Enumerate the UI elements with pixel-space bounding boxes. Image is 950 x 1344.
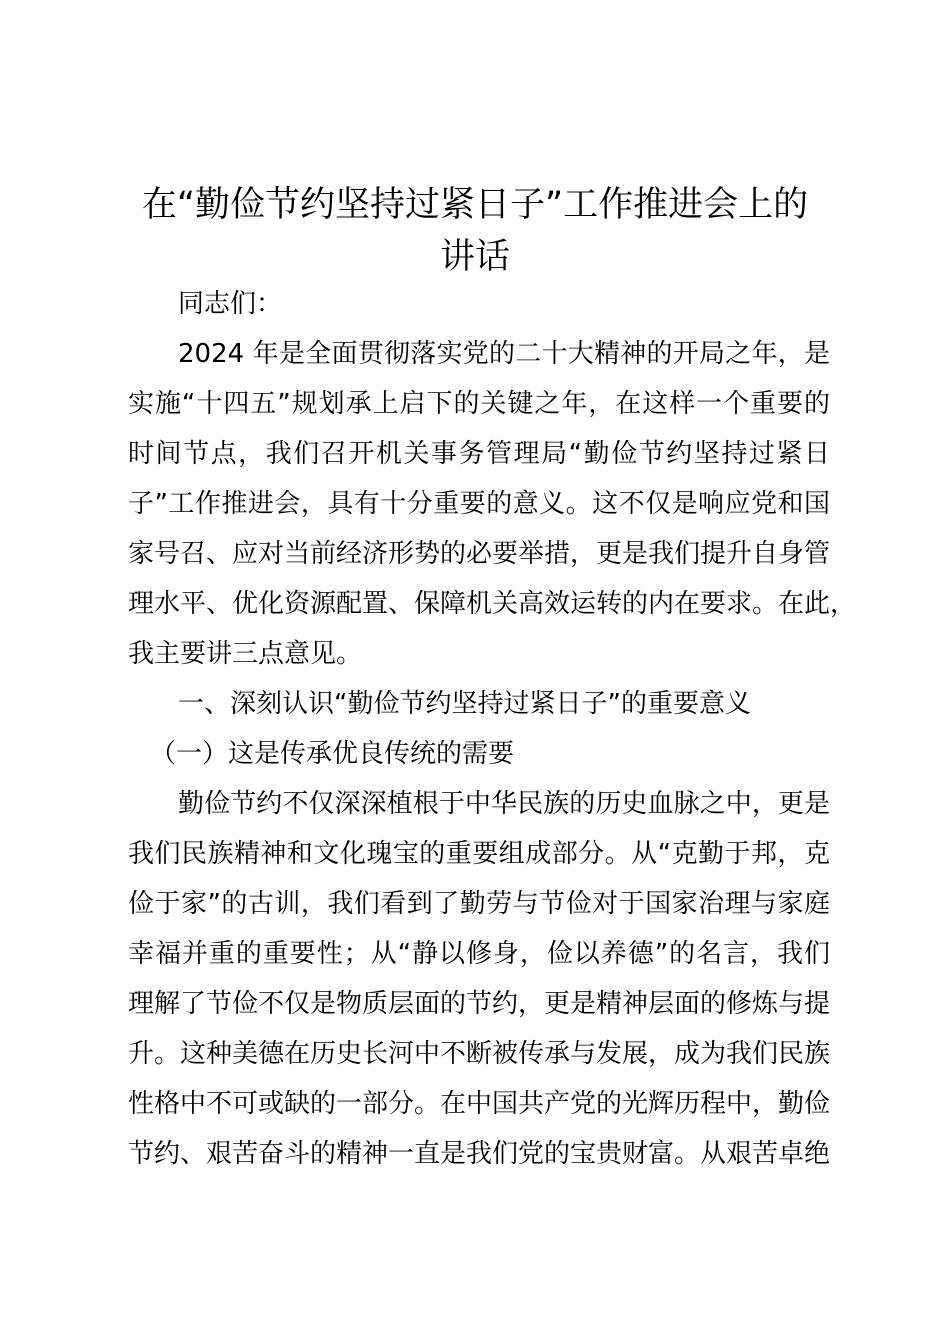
document-title-line-1: 在“勤俭节约坚持过紧日子”工作推进会上的 [141, 185, 809, 225]
paragraph-2-line-3: 俭于家”的古训，我们看到了勤劳与节俭对于国家治理与家庭 [128, 889, 830, 919]
section-heading-1: 一、深刻认识“勤俭节约坚持过紧日子”的重要意义 [178, 689, 751, 719]
paragraph-2-line-6: 升。这种美德在历史长河中不断被传承与发展，成为我们民族 [128, 1039, 831, 1069]
paragraph-1-line-4: 子”工作推进会，具有十分重要的意义。这不仅是响应党和国 [128, 489, 830, 519]
document-title-line-2: 讲话 [439, 237, 510, 277]
paragraph-2-line-8: 节约、艰苦奋斗的精神一直是我们党的宝贵财富。从艰苦卓绝 [128, 1139, 831, 1169]
paragraph-2-line-4: 幸福并重的重要性；从“静以修身，俭以养德”的名言，我们 [128, 939, 830, 969]
paragraph-1-line-1: 2024 年是全面贯彻落实党的二十大精神的开局之年，是 [178, 339, 830, 369]
paragraph-2-line-2: 我们民族精神和文化瑰宝的重要组成部分。从“克勤于邦，克 [128, 839, 830, 869]
paragraph-1-line-6: 理水平、优化资源配置、保障机关高效运转的内在要求。在此， [128, 589, 857, 619]
paragraph-2-line-5: 理解了节俭不仅是物质层面的节约，更是精神层面的修炼与提 [128, 989, 831, 1019]
paragraph-1-line-7: 我主要讲三点意见。 [128, 639, 363, 669]
paragraph-2-line-1: 勤俭节约不仅深深植根于中华民族的历史血脉之中，更是 [178, 789, 830, 819]
subsection-heading-1: （一）这是传承优良传统的需要 [150, 739, 515, 769]
paragraph-1-line-5: 家号召、应对当前经济形势的必要举措，更是我们提升自身管 [128, 539, 831, 569]
salutation: 同志们： [178, 289, 283, 319]
paragraph-2-line-7: 性格中不可或缺的一部分。在中国共产党的光辉历程中，勤俭 [128, 1089, 831, 1119]
paragraph-1-line-3: 时间节点，我们召开机关事务管理局“勤俭节约坚持过紧日 [128, 439, 830, 469]
paragraph-1-line-2: 实施“十四五”规划承上启下的关键之年，在这样一个重要的 [128, 389, 830, 419]
